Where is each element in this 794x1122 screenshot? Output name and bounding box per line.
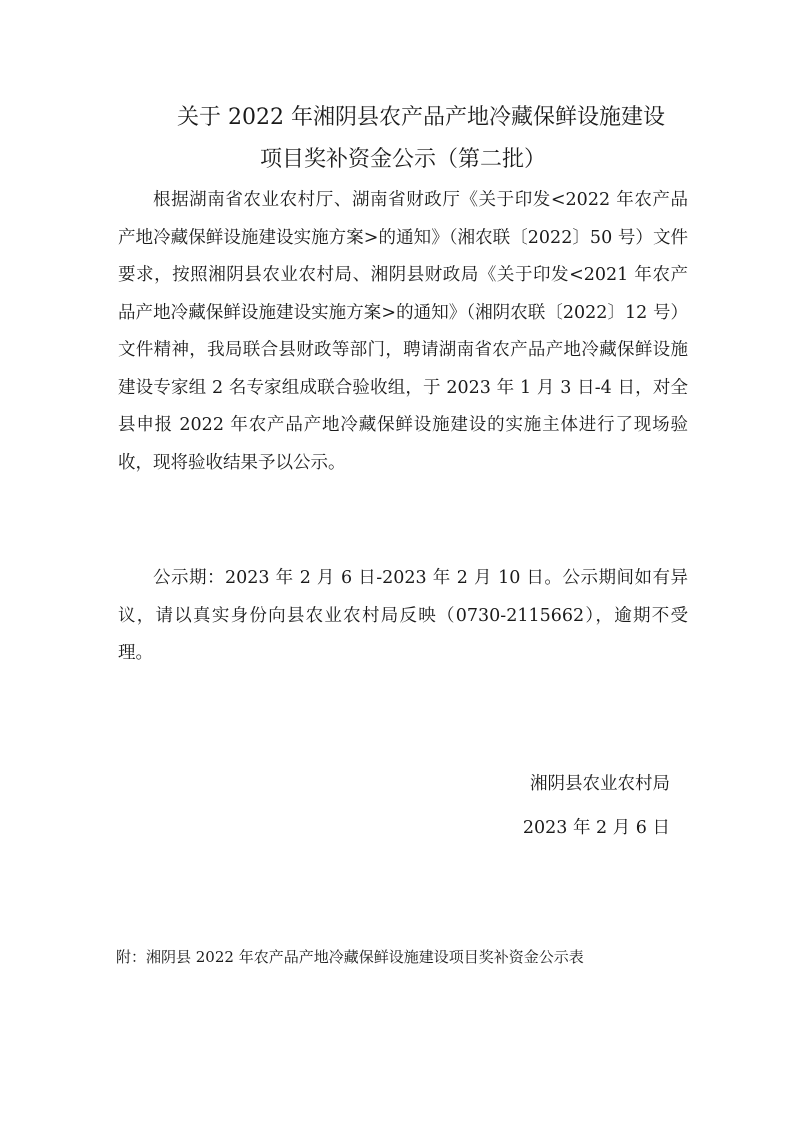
attachment-note: 附：湘阴县 2022 年农产品产地冷藏保鲜设施建设项目奖补资金公示表 <box>116 948 584 966</box>
signature-organization: 湘阴县农业农村局 <box>530 774 670 794</box>
body-paragraph-2: 公示期：2023 年 2 月 6 日-2023 年 2 月 10 日。公示期间如有异议，请以真实身份向县农业农村局反映（0730-2115662），逾期不受理。 <box>118 568 688 663</box>
signature-date: 2023 年 2 月 6 日 <box>522 818 670 838</box>
body-paragraph-1: 根据湖南省农业农村厅、湖南省财政厅《关于印发<2022 年农产品产地冷藏保鲜设施建设实施方案>的通知》（湘农联〔2022〕50 号）文件要求，按照湘阴县农业农村局、湘阴县财政局《关于印发<2021 年农产品产地冷藏保鲜设施建设实施方案>的通知》（湘阴农联〔2022〕12 号）文件精神，我局联合县财政等部门，聘请湖南省农产品产地冷藏保鲜设施建设专家组 2 名专家组成联合验收组，于 2023 年 1 月 3 日-4 日，对全县申报 2022 年农产品产地冷藏保鲜设施建设的实施主体进行了现场验收，现将验收结果予以公示。 <box>118 190 688 473</box>
document-title-line-2: 项目奖补资金公示（第二批） <box>259 147 546 172</box>
document-title-line-1: 关于 2022 年湘阴县农产品产地冷藏保鲜设施建设 <box>177 105 665 130</box>
